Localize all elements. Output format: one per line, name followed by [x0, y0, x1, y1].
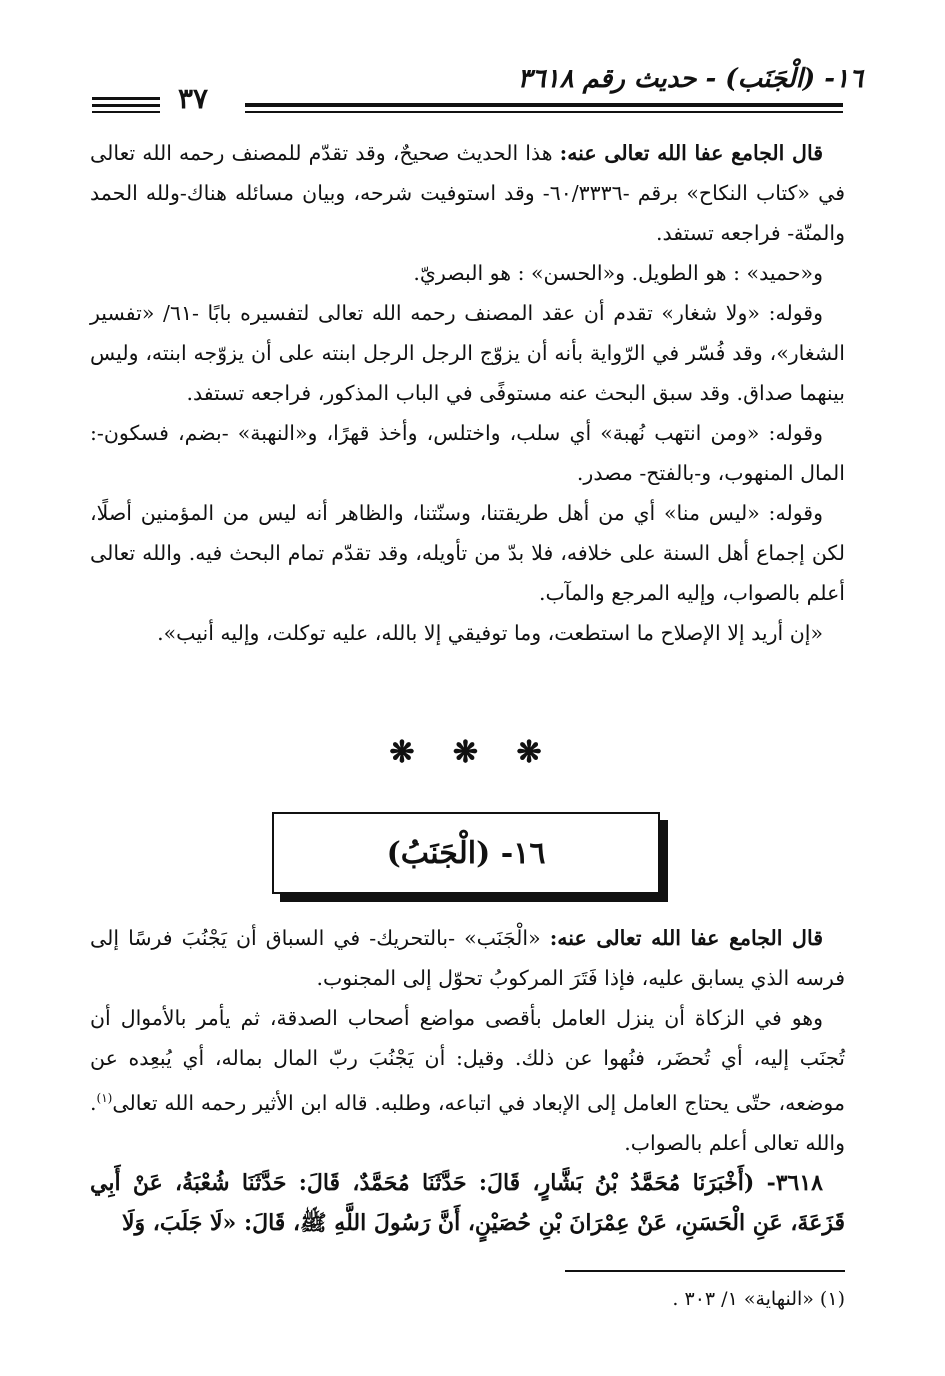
commentary-section	[90, 133, 845, 653]
section-separator: ❋ ❋ ❋	[389, 735, 556, 770]
chapter-author-lead: قال الجامع عفا الله تعالى عنه:	[549, 926, 823, 950]
chapter-paragraph-2	[90, 998, 845, 1163]
chapter-paragraph-2-b: . والله تعالى أعلم بالصواب.	[90, 1090, 845, 1155]
paragraph-4: وقوله: «ومن انتهب نُهبة» أي سلب، واختلس، وأخذ قهرًا، و«النهبة» -بضم، فسكون-: المال المنهوب، و-بالفتح- مصدر.	[90, 421, 845, 485]
author-lead: قال الجامع عفا الله تعالى عنه:	[559, 141, 823, 165]
header-rule-left-2	[92, 104, 160, 107]
header-rule-right	[245, 103, 843, 107]
footnote: (١) «النهاية» ١/ ٣٠٣ .	[672, 1288, 845, 1310]
header-rule-left	[92, 97, 160, 100]
chapter-title-box	[272, 812, 660, 894]
chapter-paragraph-1-body: «الْجَنَب» -بالتحريك- في السباق أن يَجْنُبَ فرسًا إلى فرسه الذي يسابق عليه، فإذا فَتَرَ المركوبُ تحوّل إلى المجنوب.	[90, 926, 845, 990]
chapter-section	[90, 918, 845, 1243]
paragraph-5: وقوله: «ليس منا» أي من أهل طريقتنا، وسنّتنا، والظاهر أنه ليس من المؤمنين أصلًا، لكن إجماع أهل السنة على خلافه، فلا بدّ من تأويله، وقد تقدّم تمام البحث فيه. والله تعالى أعلم بالصواب، وإليه المرجع والمآب.	[90, 501, 845, 605]
paragraph-3: وقوله: «ولا شغار» تقدم أن عقد المصنف رحمه الله تعالى لتفسيره بابًا -٦١/ «تفسير الشغار»، وقد فُسّر في الرّواية بأنه أن يزوّج الرجل الرجل ابنته على أن يزوّجه ابنته، وليس بينهما صداق. وقد سبق البحث عنه مستوفًى في الباب المذكور، فراجعه تستفد.	[90, 301, 845, 405]
footnote-rule	[565, 1270, 845, 1272]
running-header-title: ١٦- (الْجَنَب) - حديث رقم ٣٦١٨	[517, 64, 863, 94]
chapter-title: ١٦- (الْجَنَبُ)	[386, 835, 546, 871]
hadith-text: ٣٦١٨- (أَخْبَرَنَا مُحَمَّدُ بْنُ بَشَّارٍ، قَالَ: حَدَّثَنَا مُحَمَّدٌ، قَالَ: حَدَّثَنَا شُعْبَةُ، عَنْ أَبِي قَزَعَةَ، عَنِ الْحَسَنِ، عَنْ عِمْرَانَ بْنِ حُصَيْنٍ، أَنَّ رَسُولَ اللَّهِ ﷺ، قَالَ: «لَا جَلَبَ، وَلَا	[90, 1169, 845, 1236]
chapter-paragraph-2-a: وهو في الزكاة أن ينزل العامل بأقصى مواضع أصحاب الصدقة، ثم يأمر بالأموال أن تُجنَب إليه، أي تُحضَر، فنُهوا عن ذلك. وقيل: أن يَجْنُبَ ربّ المال بماله، أي يُبعِده عن موضعه، حتّى يحتاج العامل إلى الإبعاد في اتباعه، وطلبه. قاله ابن الأثير رحمه الله تعالى	[90, 1006, 845, 1115]
paragraph-1-body: هذا الحديث صحيحٌ، وقد تقدّم للمصنف رحمه الله تعالى في «كتاب النكاح» برقم -٦٠/٣٣٣٦- وقد استوفيت شرحه، وبيان مسائله هناك-ولله الحمد والمنّة- فراجعه تستفد.	[90, 141, 845, 245]
chapter-paragraph-1	[90, 918, 845, 998]
paragraph-2: و«حميد» : هو الطويل. و«الحسن» : هو البصريّ.	[413, 261, 823, 285]
header-rule-right-thin	[245, 111, 843, 113]
paragraph-1	[90, 133, 845, 253]
paragraph-6: «إن أريد إلا الإصلاح ما استطعت، وما توفيقي إلا بالله، عليه توكلت، وإليه أنيب».	[157, 621, 823, 645]
header-rule-left-3	[92, 111, 160, 113]
page-number: ٣٧	[178, 82, 209, 115]
footnote-ref: (١)	[96, 1091, 113, 1105]
